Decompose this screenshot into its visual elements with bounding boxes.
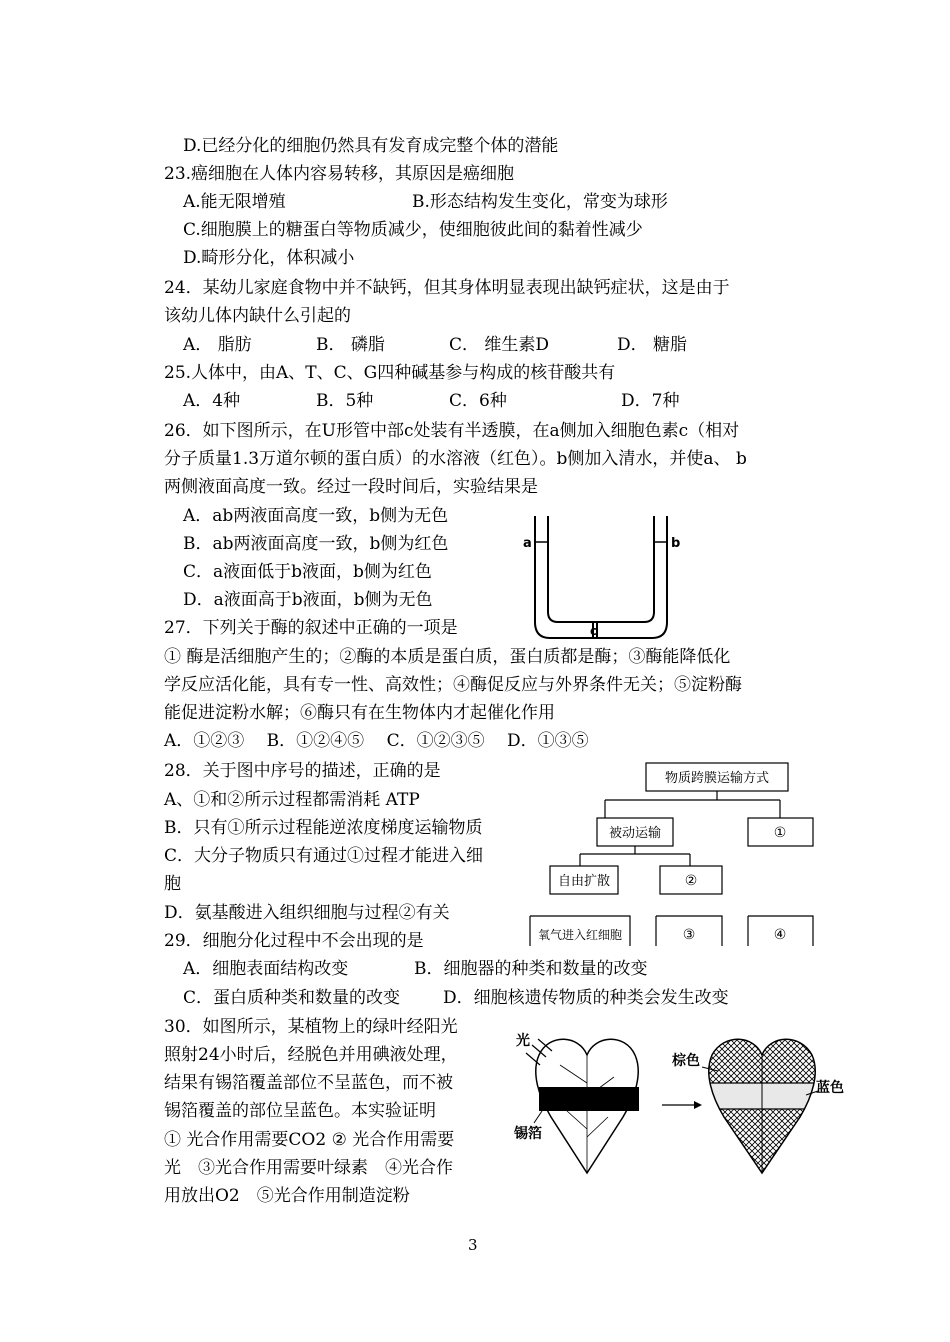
brown-label: 棕色 [672,1053,700,1069]
q26-stem-line3: 两侧液面高度一致。经过一段时间后，实验结果是 [164,477,538,497]
q26-option-c: C．a液面低于b液面，b侧为红色 [183,562,432,582]
q30-line1: 30．如图所示，某植物上的绿叶经阳光 [164,1017,458,1037]
q30-line5: ① 光合作用需要CO2 ② 光合作用需要 [164,1130,455,1150]
tree-node-2-label: ② [684,873,698,889]
q30-line3: 结果有锡箔覆盖部位不呈蓝色，而不被 [164,1073,453,1093]
q25-option-b: B．5种 [316,391,374,411]
q28-option-a: A、①和②所示过程都需消耗 ATP [164,790,420,810]
q25-stem: 25.人体中，由A、T、C、G四种碱基参与构成的核苷酸共有 [164,363,616,383]
leaf-experiment-figure [512,1025,848,1180]
tree-node-1-label: ① [773,825,787,841]
q26-stem-line1: 26．如下图所示，在U形管中部c处装有半透膜，在a侧加入细胞色素c（相对 [164,421,740,441]
q24-stem-line2: 该幼儿体内缺什么引起的 [164,306,351,326]
q24-option-b: B． 磷脂 [316,335,385,355]
q24-option-c: C． 维生素D [449,335,550,355]
q30-line6: 光 ③光合作用需要叶绿素 ④光合作 [164,1158,453,1178]
transport-tree-figure [528,760,818,948]
tree-passive-transport-label: 被动运输 [608,826,662,841]
q23-option-d: D.畸形分化，体积减小 [183,248,355,268]
q28-option-c-line1: C．大分子物质只有通过①过程才能进入细 [164,846,484,866]
q26-stem-line2: 分子质量1.3万道尔顿的蛋白质）的水溶液（红色）。b侧加入清水，并使a、 b [164,449,747,469]
blue-label: 蓝色 [816,1080,844,1096]
q29-stem: 29．细胞分化过程中不会出现的是 [164,931,424,951]
q24-option-d: D． 糖脂 [617,335,688,355]
tree-node-3-label: ③ [682,927,696,943]
tree-free-diffusion-label: 自由扩散 [557,874,611,889]
page-number: 3 [468,1236,478,1254]
q23-option-c: C.细胞膜上的糖蛋白等物质减少，使细胞彼此间的黏着性减少 [183,220,643,240]
tree-root-label: 物质跨膜运输方式 [664,771,770,786]
q27-options: A．①②③ B．①②④⑤ C．①②③⑤ D．①③⑤ [164,731,589,751]
q30-line7: 用放出O2 ⑤光合作用制造淀粉 [164,1186,410,1206]
foil-label: 锡箔 [514,1126,542,1142]
tree-node-4-label: ④ [773,927,787,943]
q30-line4: 锡箔覆盖的部位呈蓝色。本实验证明 [164,1101,436,1121]
q30-line2: 照射24小时后，经脱色并用碘液处理， [164,1045,458,1065]
q29-option-c: C．蛋白质种类和数量的改变 [183,988,401,1008]
light-label: 光 [516,1033,530,1049]
q22-option-d: D.已经分化的细胞仍然具有发育成完整个体的潜能 [183,136,559,156]
q26-option-d: D．a液面高于b液面，b侧为无色 [183,590,433,610]
q25-option-c: C．6种 [449,391,507,411]
u-tube-label-c: c [590,624,598,638]
q24-stem-line1: 24．某幼儿家庭食物中并不缺钙，但其身体明显表现出缺钙症状，这是由于 [164,278,730,298]
u-tube-label-b: b [671,536,681,551]
q26-option-a: A．ab两液面高度一致，b侧为无色 [183,506,449,526]
tree-oxygen-label: 氧气进入红细胞 [537,928,623,942]
q27-stem: 27．下列关于酶的叙述中正确的一项是 [164,618,458,638]
q28-option-d: D．氨基酸进入组织细胞与过程②有关 [164,903,450,923]
u-tube-label-a: a [523,536,532,551]
q23-option-b: B.形态结构发生变化，常变为球形 [412,192,668,212]
q27-body-line2: 学反应活化能，具有专一性、高效性；④酶促反应与外界条件无关；⑤淀粉酶 [164,675,742,695]
q28-stem: 28．关于图中序号的描述，正确的是 [164,761,441,781]
q23-option-a: A.能无限增殖 [183,192,286,212]
q24-option-a: A． 脂肪 [183,335,252,355]
q26-option-b: B．ab两液面高度一致，b侧为红色 [183,534,449,554]
q25-option-a: A．4种 [183,391,241,411]
q29-option-a: A．细胞表面结构改变 [183,959,349,979]
q23-stem: 23.癌细胞在人体内容易转移，其原因是癌细胞 [164,164,515,184]
q29-option-b: B．细胞器的种类和数量的改变 [414,959,648,979]
q27-body-line3: 能促进淀粉水解；⑥酶只有在生物体内才起催化作用 [164,703,555,723]
q29-option-d: D．细胞核遗传物质的种类会发生改变 [443,988,729,1008]
u-tube-figure [520,512,682,642]
q27-body-line1: ① 酶是活细胞产生的；②酶的本质是蛋白质，蛋白质都是酶；③酶能降低化 [164,647,731,667]
q28-option-c-line2: 胞 [164,874,181,894]
q28-option-b: B．只有①所示过程能逆浓度梯度运输物质 [164,818,483,838]
q25-option-d: D．7种 [621,391,680,411]
